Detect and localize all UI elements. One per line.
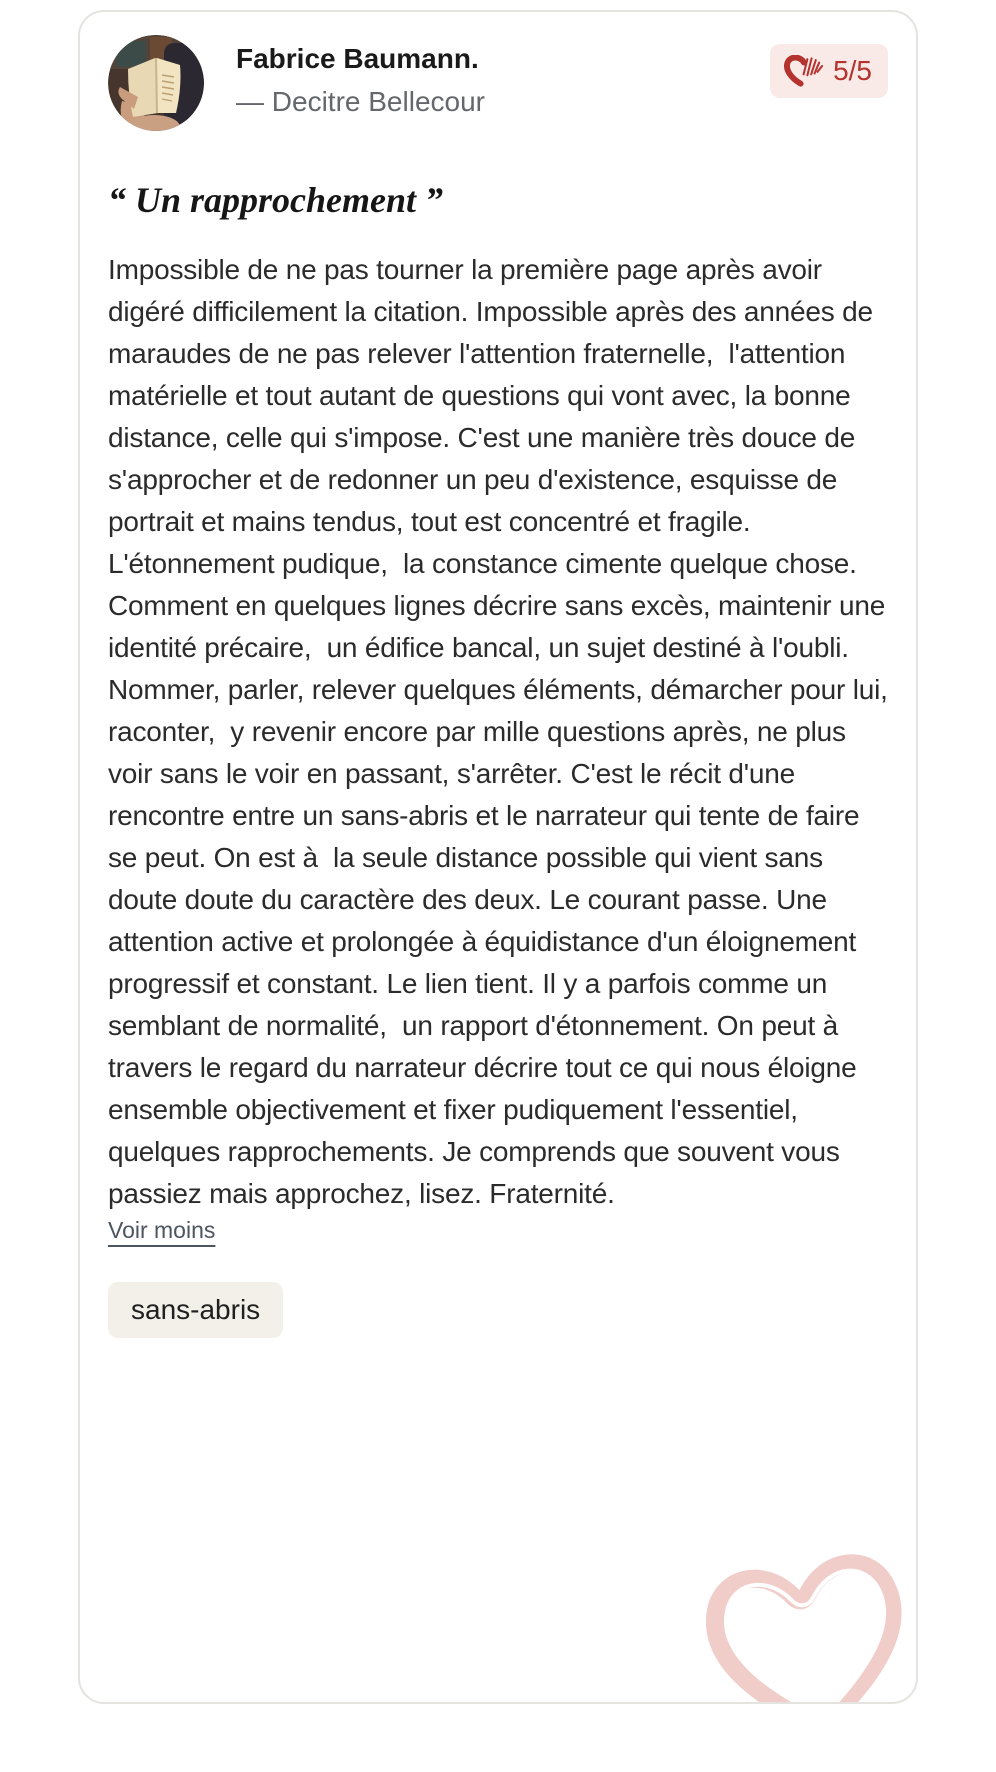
reviewer-identity <box>236 35 485 118</box>
see-less-link[interactable]: Voir moins <box>108 1216 216 1243</box>
reviewer-name: Fabrice Baumann. <box>236 43 479 74</box>
review-title: “ Un rapprochement ” <box>108 180 444 220</box>
avatar-image <box>108 35 204 131</box>
review-body: Impossible de ne pas tourner la première page après avoir digéré difficilement la citation. Impossible après des années de maraudes de ne pas relever l'attention fraternelle, l'attention matérielle et tout autant de questions qui vont avec, la bonne distance, celle qui s'impose. C'est une manière très douce de s'approcher et de redonner un peu d'existence, esquisse de portrait et mains tendus, tout est concentré et fragile. L'étonnement pudique, la constance cimente quelque chose. Comment en quelques lignes décrire sans excès, maintenir une identité précaire, un édifice bancal, un sujet destiné à l'oubli. Nommer, parler, relever quelques éléments, démarcher pour lui, raconter, y revenir encore par mille questions après, ne plus voir sans le voir en passant, s'arrêter. C'est le récit d'une rencontre entre un sans-abris et le narrateur qui tente de faire se peut. On est à la seule distance possible qui vient sans doute doute du caractère des deux. Le courant passe. Une attention active et prolongée à équidistance d'un éloignement progressif et constant. Le lien tient. Il y a parfois comme un semblant de normalité, un rapport d'étonnement. On peut à travers le regard du narrateur décrire tout ce qui nous éloigne ensemble objectivement et fixer pudiquement l'essentiel, quelques rapprochements. Je comprends que souvent vous passiez mais approchez, lisez. Fraternité. <box>108 253 896 1209</box>
review-card <box>78 10 918 1704</box>
rating-badge <box>770 44 888 98</box>
tag-sans-abris[interactable]: sans-abris <box>108 1282 283 1339</box>
heart-decoration-icon <box>684 1524 918 1704</box>
heart-lines-icon <box>784 55 824 87</box>
tag-list <box>108 1282 888 1339</box>
rating-score: 5/5 <box>833 55 872 86</box>
reviewer-affiliation: — Decitre Bellecour <box>236 86 485 118</box>
review-header <box>108 35 888 131</box>
avatar <box>108 35 204 131</box>
